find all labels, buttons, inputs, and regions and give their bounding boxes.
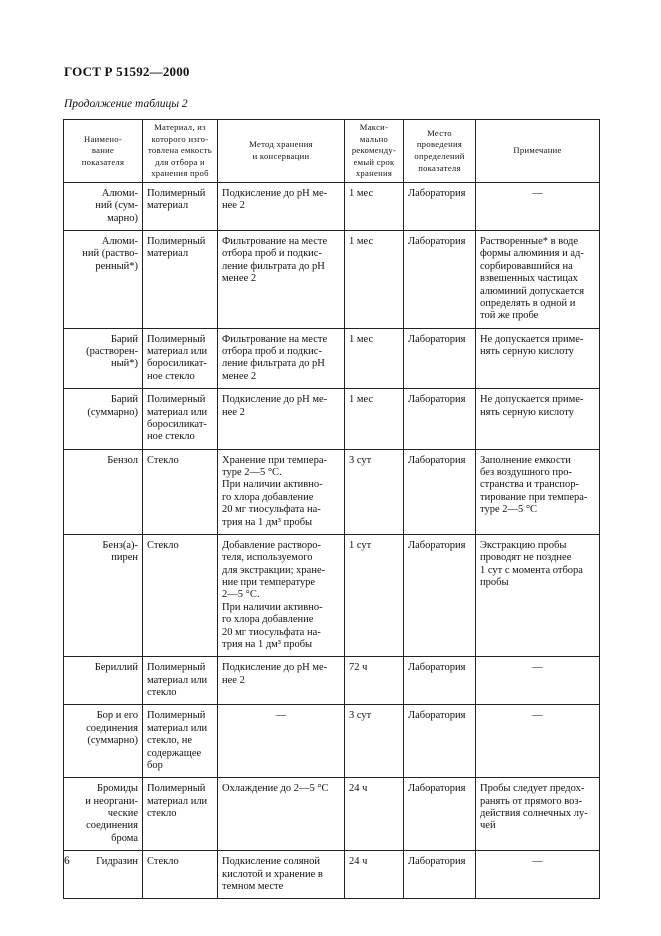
header-max-time: Макси- мально рекоменду- емый срок хранения [345, 120, 404, 183]
cell-max-time [345, 657, 404, 705]
cell-method [218, 328, 345, 389]
cell-note [476, 449, 600, 534]
table-caption: Продолжение таблицы 2 [64, 98, 188, 110]
cell-max-time [345, 182, 404, 230]
cell-place [404, 231, 476, 329]
cell-material [143, 657, 218, 705]
table-row [64, 851, 600, 899]
cell-material [143, 778, 218, 851]
cell-method [218, 657, 345, 705]
cell-indicator [64, 182, 143, 230]
table-row [64, 231, 600, 329]
table-header-row [64, 120, 600, 183]
cell-place [404, 851, 476, 899]
cell-note-text: — [532, 187, 543, 199]
cell-material-text: Полимерный материал [147, 187, 206, 212]
header-method: Метод хранения и консервации [218, 120, 345, 183]
cell-material-text: Стекло [147, 539, 179, 551]
cell-max-time [345, 231, 404, 329]
cell-place-text: Лаборатория [408, 187, 466, 199]
cell-note [476, 534, 600, 656]
cell-material [143, 389, 218, 450]
cell-material-text: Полимерный материал или стекло [147, 783, 208, 820]
header-indicator: Наимено- вание показателя [64, 120, 143, 183]
cell-method [218, 182, 345, 230]
cell-note [476, 657, 600, 705]
cell-note-text: — [532, 710, 543, 722]
cell-indicator-text: Алюми- ний (сум- марно) [95, 187, 138, 224]
document-code: ГОСТ Р 51592—2000 [64, 64, 190, 79]
cell-indicator-text: Гидразин [96, 856, 138, 868]
cell-max-time [345, 851, 404, 899]
cell-indicator-text: Бор и его соединения (суммарно) [86, 710, 138, 747]
cell-note-text: Заполнение емкости без воздушного про- странства и транспор- тирование при темпера- туре 2—5 °С [480, 454, 588, 516]
cell-max-time-text: 3 сут [349, 454, 372, 466]
cell-material-text: Стекло [147, 856, 179, 868]
cell-max-time [345, 389, 404, 450]
cell-material [143, 328, 218, 389]
cell-indicator-text: Бромиды и неоргани- ческие соединения брома [85, 783, 138, 844]
cell-place [404, 534, 476, 656]
header-place: Место проведения определений показателя [404, 120, 476, 183]
cell-note-text: — [532, 662, 543, 674]
cell-indicator [64, 231, 143, 329]
cell-place-text: Лаборатория [408, 856, 466, 868]
storage-methods-table [63, 119, 600, 899]
cell-indicator-text: Барий (растворен- ный*) [86, 333, 138, 370]
cell-indicator-text: Бенз(а)- пирен [102, 539, 138, 564]
cell-method-text: Добавление растворо- теля, используемого для экстракции; хране- ние при температуре 2—5 °С. При наличии активно- го хлора добавление 20 мг тиосульфата на- трия на 1 дм³ пробы [222, 539, 326, 650]
cell-method-text: Подкисление до рН ме- нее 2 [222, 394, 328, 418]
cell-place-text: Лаборатория [408, 454, 466, 466]
cell-material-text: Полимерный материал или боросиликат- ное стекло [147, 333, 208, 382]
cell-max-time [345, 449, 404, 534]
cell-note [476, 231, 600, 329]
cell-max-time [345, 778, 404, 851]
cell-material-text: Стекло [147, 454, 179, 466]
cell-indicator [64, 534, 143, 656]
cell-max-time-text: 72 ч [349, 662, 368, 674]
table-row [64, 778, 600, 851]
cell-method-text: Хранение при темпера- туре 2—5 °С. При наличии активно- го хлора добавление 20 мг тиосульфата на- трия на 1 дм³ пробы [222, 454, 327, 528]
table-row [64, 328, 600, 389]
cell-method [218, 778, 345, 851]
cell-max-time-text: 1 мес [349, 333, 374, 345]
cell-method [218, 705, 345, 778]
cell-method [218, 231, 345, 329]
cell-note-text: Пробы следует предох- ранять от прямого воз- действия солнечных лу- чей [480, 783, 588, 832]
cell-indicator [64, 328, 143, 389]
cell-indicator [64, 778, 143, 851]
cell-note [476, 851, 600, 899]
cell-method-text: — [275, 710, 287, 722]
cell-place [404, 705, 476, 778]
cell-indicator-text: Алюми- ний (раство- ренный*) [82, 236, 138, 272]
cell-max-time [345, 705, 404, 778]
cell-indicator-text: Барий (суммарно) [87, 394, 138, 418]
cell-place [404, 182, 476, 230]
table-body [64, 182, 600, 898]
cell-material-text: Полимерный материал или стекло [147, 662, 208, 699]
cell-note [476, 705, 600, 778]
cell-method [218, 389, 345, 450]
cell-max-time-text: 24 ч [349, 783, 368, 795]
cell-place-text: Лаборатория [408, 333, 466, 345]
cell-material-text: Полимерный материал [147, 236, 206, 260]
cell-material [143, 534, 218, 656]
cell-material [143, 705, 218, 778]
cell-indicator [64, 705, 143, 778]
table-row [64, 182, 600, 230]
cell-max-time [345, 534, 404, 656]
cell-place-text: Лаборатория [408, 710, 466, 722]
cell-material [143, 182, 218, 230]
header-material: Материал, из которого изго- товлена емкость для отбора и хранения проб [143, 120, 218, 183]
cell-method-text: Подкисление до рН ме- нее 2 [222, 187, 328, 212]
cell-method-text: Охлаждение до 2—5 °С [222, 783, 329, 795]
cell-method [218, 851, 345, 899]
cell-max-time-text: 1 мес [349, 236, 374, 248]
page-number: 6 [64, 855, 70, 867]
cell-max-time-text: 3 сут [349, 710, 372, 722]
cell-max-time-text: 1 сут [349, 539, 372, 551]
cell-note [476, 778, 600, 851]
cell-indicator-text: Бензол [107, 454, 138, 466]
cell-material [143, 851, 218, 899]
cell-indicator [64, 657, 143, 705]
cell-method-text: Фильтрование на месте отбора проб и подкис- ление фильтрата до рН менее 2 [222, 236, 328, 285]
cell-indicator [64, 389, 143, 450]
cell-material-text: Полимерный материал или стекло, не содержащее бор [147, 710, 208, 771]
cell-max-time-text: 24 ч [349, 856, 368, 868]
cell-method-text: Подкисление до рН ме- нее 2 [222, 662, 328, 686]
table-row [64, 534, 600, 656]
cell-note [476, 328, 600, 389]
cell-method-text: Фильтрование на месте отбора проб и подкис- ление фильтрата до рН менее 2 [222, 333, 328, 382]
cell-place [404, 778, 476, 851]
cell-place [404, 449, 476, 534]
cell-place-text: Лаборатория [408, 236, 466, 248]
cell-material [143, 231, 218, 329]
cell-max-time [345, 328, 404, 389]
cell-indicator-text: Бериллий [94, 662, 138, 674]
cell-place [404, 657, 476, 705]
cell-place-text: Лаборатория [408, 662, 466, 674]
cell-material [143, 449, 218, 534]
cell-place-text: Лаборатория [408, 539, 466, 551]
table-row [64, 449, 600, 534]
cell-note-text: Растворенные* в воде формы алюминия и ад- сорбировавшийся на взвешенных частицах алюминий допускается определять в одной и той же пробе [480, 236, 585, 322]
cell-method-text: Подкисление соляной кислотой и хранение в темном месте [222, 856, 323, 892]
cell-note [476, 182, 600, 230]
cell-max-time-text: 1 мес [349, 394, 374, 406]
table-row [64, 389, 600, 450]
cell-indicator [64, 851, 143, 899]
cell-place-text: Лаборатория [408, 783, 466, 795]
cell-place [404, 328, 476, 389]
cell-note-text: Не допускается приме- нять серную кислоту [480, 333, 584, 358]
cell-note-text: — [532, 856, 543, 868]
cell-material-text: Полимерный материал или боросиликат- ное стекло [147, 394, 208, 443]
cell-note [476, 389, 600, 450]
header-note: Примечание [476, 120, 600, 183]
cell-note-text: Не допускается приме- нять серную кислоту [480, 394, 584, 418]
cell-method [218, 534, 345, 656]
cell-place-text: Лаборатория [408, 394, 466, 406]
cell-method [218, 449, 345, 534]
table-row [64, 657, 600, 705]
cell-place [404, 389, 476, 450]
cell-note-text: Экстракцию пробы проводят не позднее 1 сут с момента отбора пробы [480, 539, 583, 589]
table-row [64, 705, 600, 778]
cell-max-time-text: 1 мес [349, 187, 374, 199]
cell-indicator [64, 449, 143, 534]
